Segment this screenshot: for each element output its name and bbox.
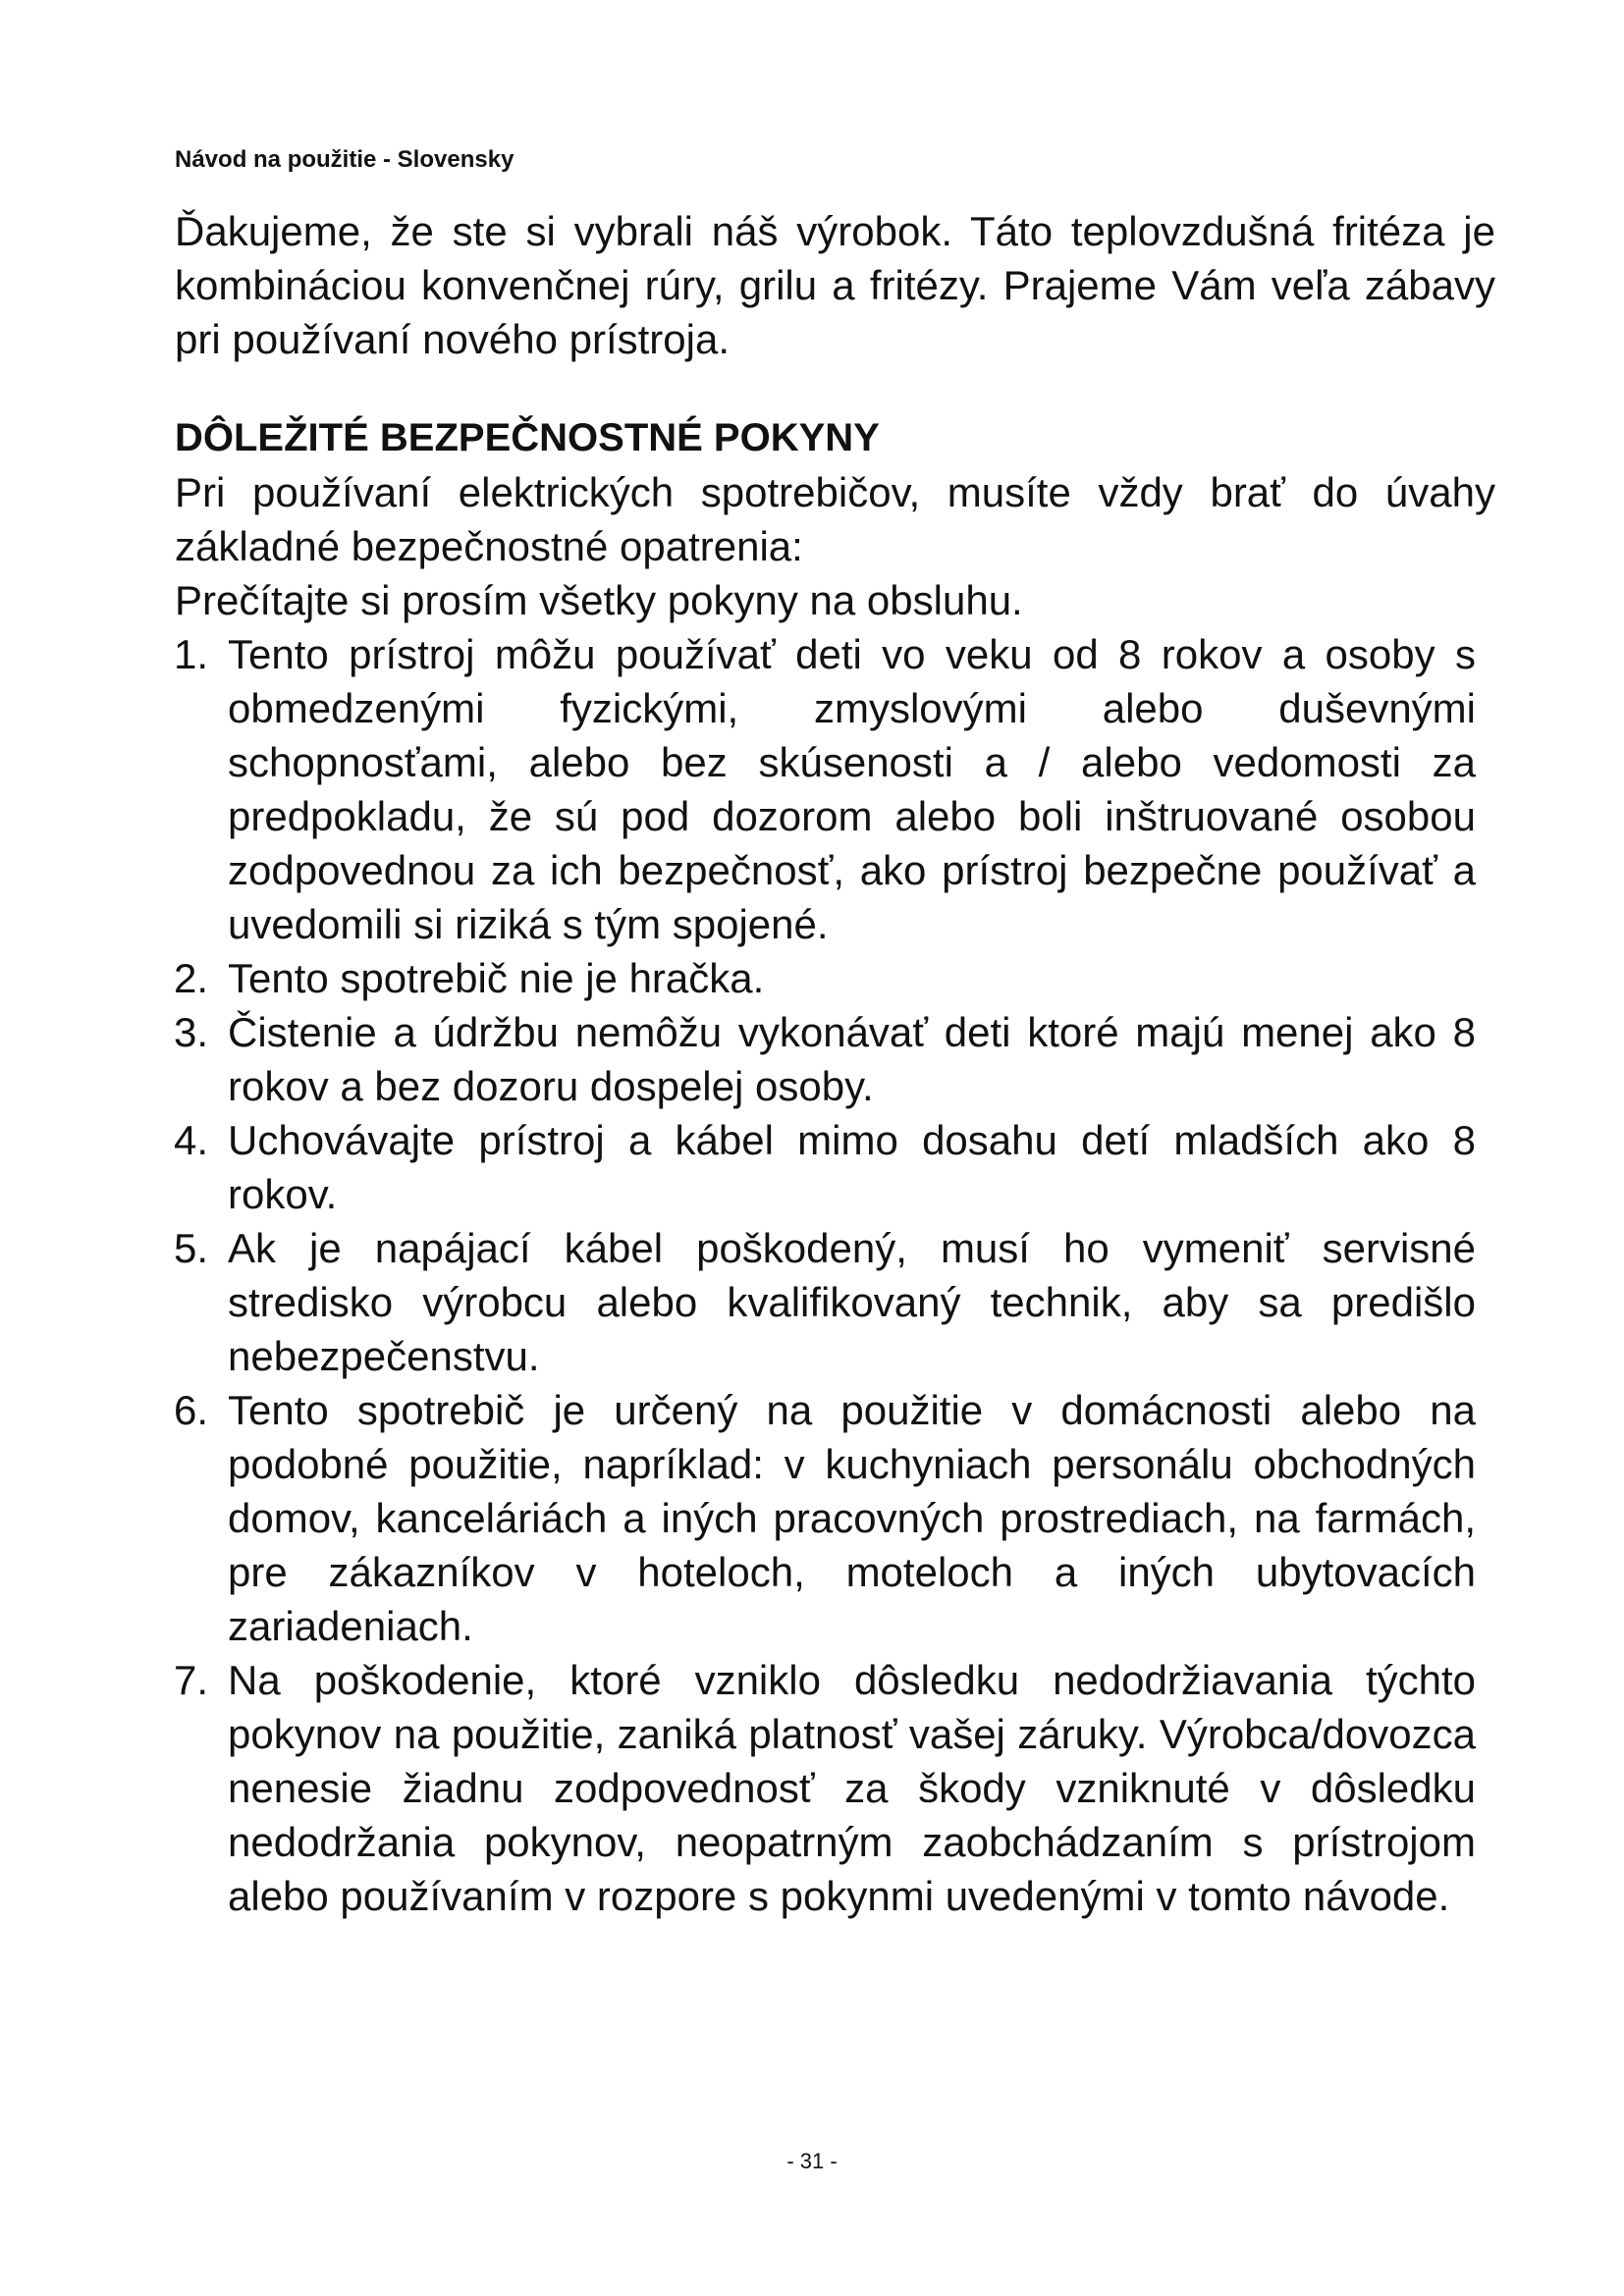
manual-page bbox=[175, 145, 1495, 1923]
section-title: DÔLEŽITÉ BEZPEČNOSTNÉ POKYNY bbox=[175, 416, 880, 459]
list-item-text: Ak je napájací kábel poškodený, musí ho vymeniť servisné stredisko výrobcu alebo kvalifikovaný technik, aby sa predišlo nebezpečenstvu. bbox=[228, 1225, 1476, 1379]
list-item bbox=[175, 1221, 1495, 1383]
list-item-number: 5. bbox=[173, 1225, 208, 1271]
list-item-number: 3. bbox=[173, 1009, 208, 1055]
page-number: - 31 - bbox=[786, 2149, 838, 2173]
list-item-text: Na poškodenie, ktoré vzniklo dôsledku nedodržiavania týchto pokynov na použitie, zaniká platnosť vašej záruky. Výrobca/dovozca nenesie žiadnu zodpovednosť za škody vzniknuté v dôsledku nedodržania pokynov, neopatrným zaobchádzaním s prístrojom alebo používaním v rozpore s pokynmi uvedenými v tomto návode. bbox=[228, 1657, 1476, 1919]
list-item-number: 6. bbox=[173, 1387, 208, 1433]
intro-paragraph: Ďakujeme, že ste si vybrali náš výrobok. Táto teplovzdušná fritéza je kombináciou konvenčnej rúry, grilu a fritézy. Prajeme Vám veľa zábavy pri používaní nového prístroja. bbox=[175, 208, 1495, 362]
list-item-text: Tento prístroj môžu používať deti vo veku od 8 rokov a osoby s obmedzenými fyzickými, zmyslovými alebo duševnými schopnosťami, alebo bez skúsenosti a / alebo vedomosti za predpokladu, že sú pod dozorom alebo boli inštruované osobou zodpovednou za ich bezpečnosť, ako prístroj bezpečne používať a uvedomili si riziká s tým spojené. bbox=[228, 631, 1476, 947]
list-item-text: Čistenie a údržbu nemôžu vykonávať deti ktoré majú menej ako 8 rokov a bez dozoru dospelej osoby. bbox=[228, 1009, 1476, 1109]
list-item-text: Uchovávajte prístroj a kábel mimo dosahu detí mladších ako 8 rokov. bbox=[228, 1117, 1476, 1217]
list-item bbox=[175, 1113, 1495, 1221]
page-header: Návod na použitie - Slovensky bbox=[175, 146, 514, 173]
list-item-text: Tento spotrebič nie je hračka. bbox=[228, 955, 765, 1001]
safety-intro-paragraph: Pri používaní elektrických spotrebičov, musíte vždy brať do úvahy základné bezpečnostné opatrenia: bbox=[175, 469, 1495, 569]
list-item-number: 2. bbox=[173, 955, 208, 1001]
list-item bbox=[175, 1005, 1495, 1113]
list-item-number: 4. bbox=[173, 1117, 208, 1163]
read-instructions-paragraph: Prečítajte si prosím všetky pokyny na obsluhu. bbox=[175, 577, 1023, 623]
safety-instructions-list bbox=[175, 627, 1495, 1923]
list-item-number: 7. bbox=[173, 1657, 208, 1703]
list-item bbox=[175, 951, 1495, 1005]
list-item bbox=[175, 1383, 1495, 1653]
list-item-text: Tento spotrebič je určený na použitie v domácnosti alebo na podobné použitie, napríklad: v kuchyniach personálu obchodných domov, kanceláriách a iných pracovných prostrediach, na farmách, pre zákazníkov v hoteloch, moteloch a iných ubytovacích zariadeniach. bbox=[228, 1387, 1476, 1649]
list-item-number: 1. bbox=[173, 631, 208, 677]
list-item bbox=[175, 1653, 1495, 1923]
list-item bbox=[175, 627, 1495, 951]
